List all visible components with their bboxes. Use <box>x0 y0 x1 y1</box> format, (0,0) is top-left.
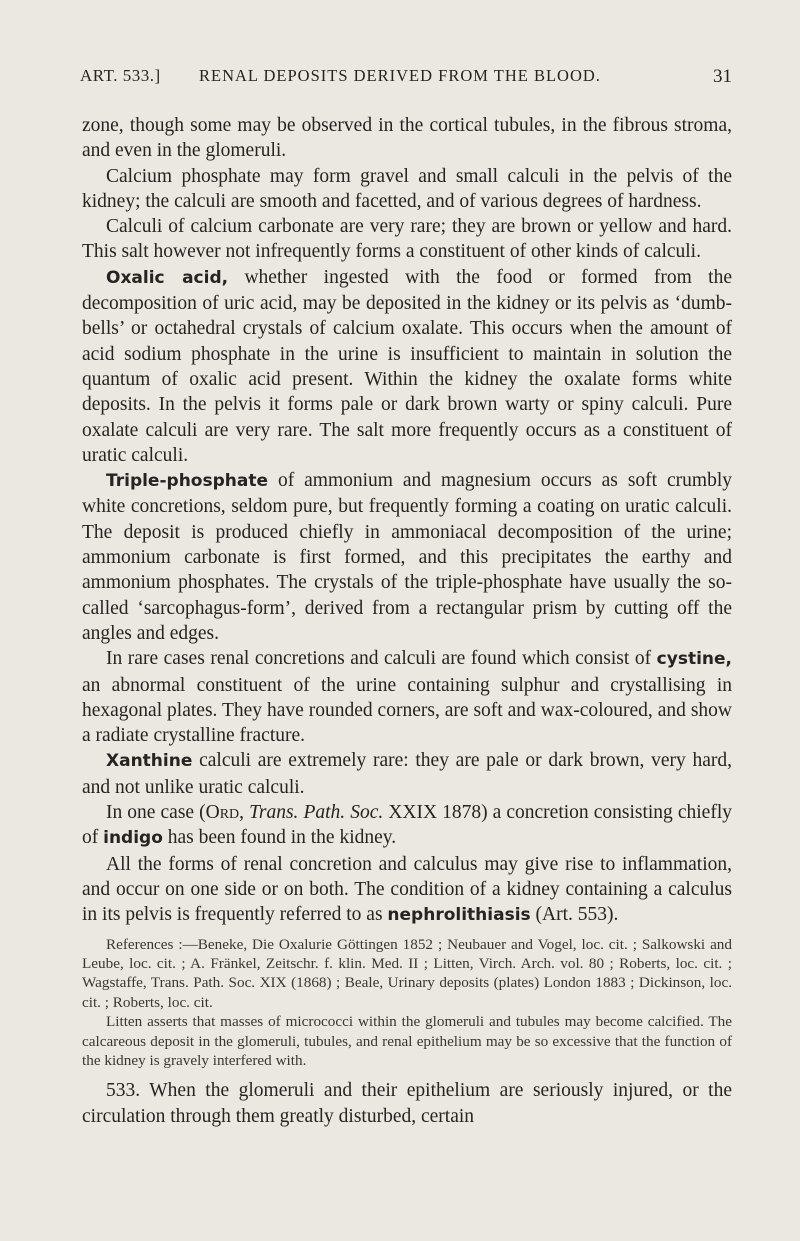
article-reference: ART. 533.] <box>80 66 161 85</box>
paragraph-text: calculi are extremely rare: they are pale or dark brown, very hard, and not unlike uratic calculi. <box>82 750 732 798</box>
page-body <box>82 113 732 1129</box>
term-nephrolithiasis: nephrolithiasis <box>387 905 531 926</box>
paragraph-text: has been found in the kidney. <box>162 827 397 849</box>
running-header <box>80 66 732 92</box>
paragraph-nephrolithiasis <box>82 852 732 929</box>
term-cystine: cystine, <box>656 649 732 670</box>
paragraph-text: XXIX 1878) a concretion consisting chiefly of <box>82 802 733 849</box>
paragraph-cystine <box>82 646 732 748</box>
term-triple-phosphate: Triple-phosphate <box>106 471 268 492</box>
paragraph-text: of ammonium and magnesium occurs as soft crumbly white concretions, seldom pure, but frequently forming a coating on uratic calculi. The deposit is produced chiefly in ammoniacal decomposition of the urine; ammonium carbonate is first formed, and this precipitates the earthy and ammonium phosphates. The crystals of the triple-phosphate have usually the so-called ‘sarcophagus-form’, derived from a rectangular prism by cutting off the angles and edges. <box>82 470 732 644</box>
references-block <box>82 935 732 1071</box>
paragraph-calcium-carbonate: Calculi of calcium carbonate are very rare; they are brown or yellow and hard. This salt however not infrequently forms a constituent of other kinds of calculi. <box>82 216 732 263</box>
paragraph-xanthine <box>82 748 732 800</box>
paragraph-text: (Art. 553). <box>530 904 619 926</box>
paragraph-text: All the forms of renal concretion and calculus may give rise to inflammation, and occur on one side or on both. The condition of a kidney containing a calculus in its pelvis is frequently referred to as <box>82 853 732 926</box>
page-number: 31 <box>713 66 732 87</box>
paragraph-continuation: zone, though some may be observed in the cortical tubules, in the fibrous stroma, and even in the glomeruli. <box>82 115 732 162</box>
term-oxalic-acid: Oxalic acid, <box>106 267 229 288</box>
paragraph-text: In rare cases renal concretions and calculi are found which consist of <box>106 648 657 670</box>
paragraph-text: In one case ( <box>106 802 206 824</box>
term-indigo: indigo <box>103 828 163 849</box>
paragraph-oxalic-acid <box>82 265 732 468</box>
references-note-litten: Litten asserts that masses of micrococci within the glomeruli and tubules may become calcified. The calcareous deposit in the glomeruli, tubules, and renal epithelium may be so excessive that the function of the kidney is gravely interfered with. <box>82 1013 732 1069</box>
author-name: Ord, <box>205 802 245 824</box>
paragraph-text: whether ingested with the food or formed from the decomposition of uric acid, may be deposited in the kidney or its pelvis as ‘dumb-bells’ or octahedral crystals of calcium oxalate. This occurs when the amount of acid sodium phosphate in the urine is insufficient to maintain in solution the quantum of oxalic acid present. Within the kidney the oxalate forms white deposits. In the pelvis it forms pale or dark brown warty or spiny calculi. Pure oxalate calculi are very rare. The salt more frequently occurs as a constituent of uratic calculi. <box>82 266 732 466</box>
journal-title: Trans. Path. Soc. <box>249 802 384 824</box>
paragraph-calcium-phosphate: Calcium phosphate may form gravel and small calculi in the pelvis of the kidney; the calculi are smooth and facetted, and of various degrees of hardness. <box>82 165 732 212</box>
paragraph-triple-phosphate <box>82 468 732 646</box>
term-xanthine: Xanthine <box>106 751 193 772</box>
paragraph-section-533: 533. When the glomeruli and their epithelium are seriously injured, or the circulation through them greatly disturbed, certain <box>82 1080 732 1127</box>
references-list: References :—Beneke, Die Oxalurie Göttingen 1852 ; Neubauer and Vogel, loc. cit. ; Salkowski and Leube, loc. cit. ; A. Fränkel, Zeitschr. f. klin. Med. II ; Litten, Virch. Arch. vol. 80 ; Roberts, loc. cit. ; Wagstaffe, Trans. Path. Soc. XIX (1868) ; Beale, Urinary deposits (plates) London 1883 ; Dickinson, loc. cit. ; Roberts, loc. cit. <box>82 935 732 1011</box>
running-title: RENAL DEPOSITS DERIVED FROM THE BLOOD. <box>199 66 601 85</box>
paragraph-indigo <box>82 800 732 852</box>
paragraph-text: an abnormal constituent of the urine containing sulphur and crystallising in hexagonal plates. They have rounded corners, are soft and wax-coloured, and show a radiate crystalline fracture. <box>82 674 732 747</box>
